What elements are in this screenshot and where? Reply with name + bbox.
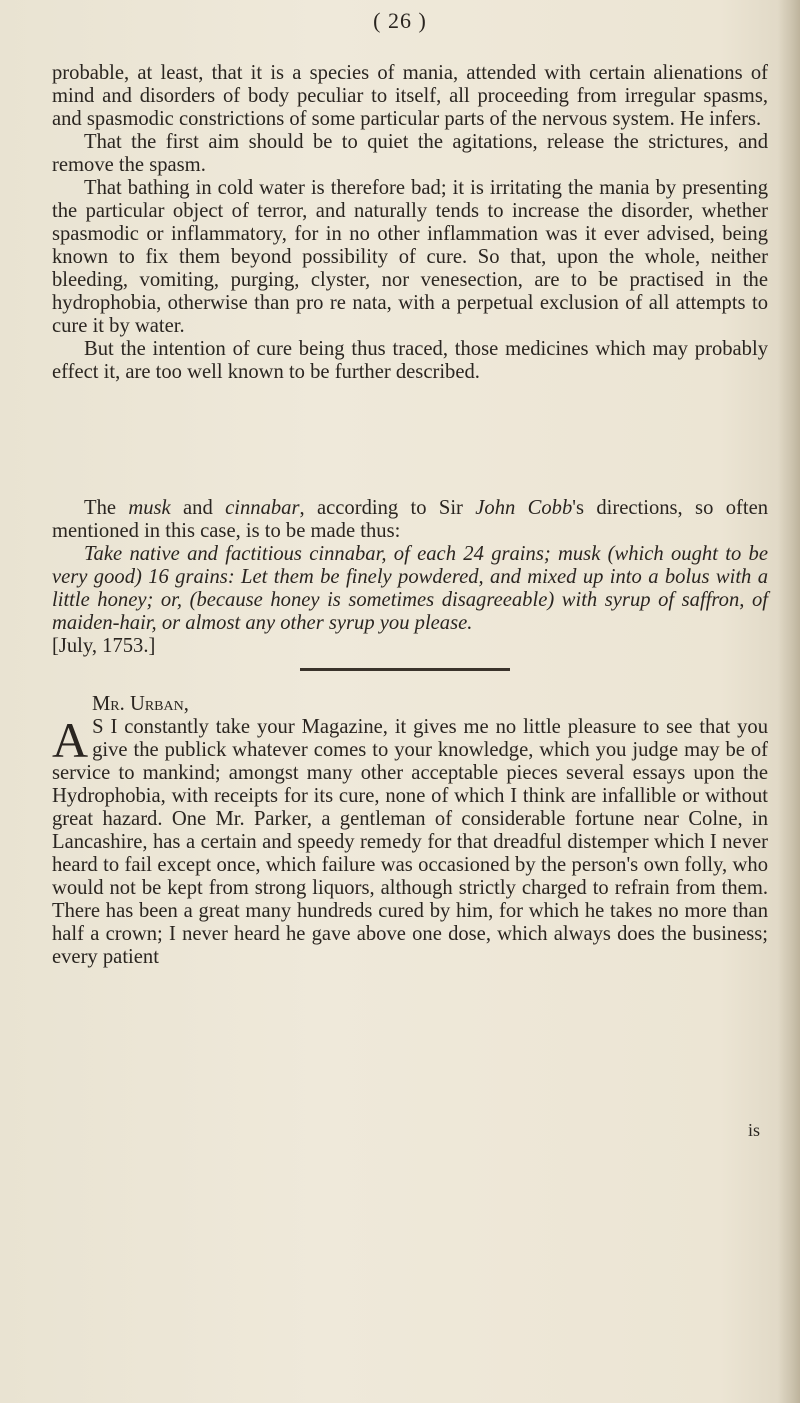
recipe-body: Take native and factitious cinnabar, of each 24 grains; musk (which ought to be very good) 16 grains: Let them be finely powdered, and mixed up into a bolus with a little honey; or, (because honey is sometimes disagreeable) with syrup of saffron, of maiden-hair, or almost any other syrup you please. [52, 543, 768, 634]
intro-paragraph-2: That the first aim should be to quiet the agitations, release the strictures, and remove the spasm. [52, 131, 768, 176]
drop-cap: A [52, 712, 89, 768]
author-name: John Cobb [475, 497, 573, 519]
letter-body: A S I constantly take your Magazine, it gives me no little pleasure to see that you give the publick whatever comes to your knowledge, which you judge may be of service to mankind; amongst many other acceptable pieces several essays upon the Hydrophobia, with receipts for its cure, none of which I think are infallible or without great hazard. One Mr. Parker, a gentleman of considerable fortune near Colne, in Lancashire, has a certain and speedy remedy for that dreadful distemper which I never heard to fail except once, which failure was occasioned by the person's own folly, who would not be kept from strong liquors, although strictly charged to refrain from them. There has been a great many hundreds cured by him, for which he takes no more than half a crown; I never heard he gave above one dose, which always does the business; every patient [52, 712, 768, 968]
musk-term: musk [128, 497, 171, 519]
page-number: ( 26 ) [373, 8, 427, 33]
letter-salutation: Mr. Urban, [92, 693, 189, 715]
intro-paragraph-4: But the intention of cure being thus traced, those medicines which may probably effect it, are too well known to be further described. [52, 338, 768, 383]
intro-paragraph-3: That bathing in cold water is therefore bad; it is irritating the mania by presenting the particular object of terror, and naturally tends to increase the disorder, whether spasmodic or inflammatory, for in no other inflammation was it ever advised, being known to fix them beyond possibility of cure. So that, upon the whole, neither bleeding, vomiting, purging, clyster, nor venesection, are to be practised in the hydrophobia, otherwise than pro re nata, with a perpetual exclusion of all attempts to cure it by water. [52, 177, 768, 337]
recipe-lead: The musk and cinnabar, according to Sir John Cobb's directions, so often mentioned in this case, is to be made thus: [52, 497, 769, 542]
section-divider [300, 668, 510, 671]
recipe-section [52, 497, 768, 658]
cinnabar-term: cinnabar [225, 497, 300, 519]
intro-section [52, 62, 768, 384]
catchword: is [748, 1120, 761, 1140]
intro-paragraph-1: probable, at least, that it is a species of mania, attended with certain alienations of mind and disorders of body peculiar to itself, all proceeding from irregular spasms, and spasmodic constrictions of some particular parts of the nervous system. He infers. [52, 62, 768, 130]
page-edge-shadow [778, 0, 800, 1403]
recipe-date: [July, 1753.] [52, 635, 156, 657]
letter-section [52, 693, 768, 969]
